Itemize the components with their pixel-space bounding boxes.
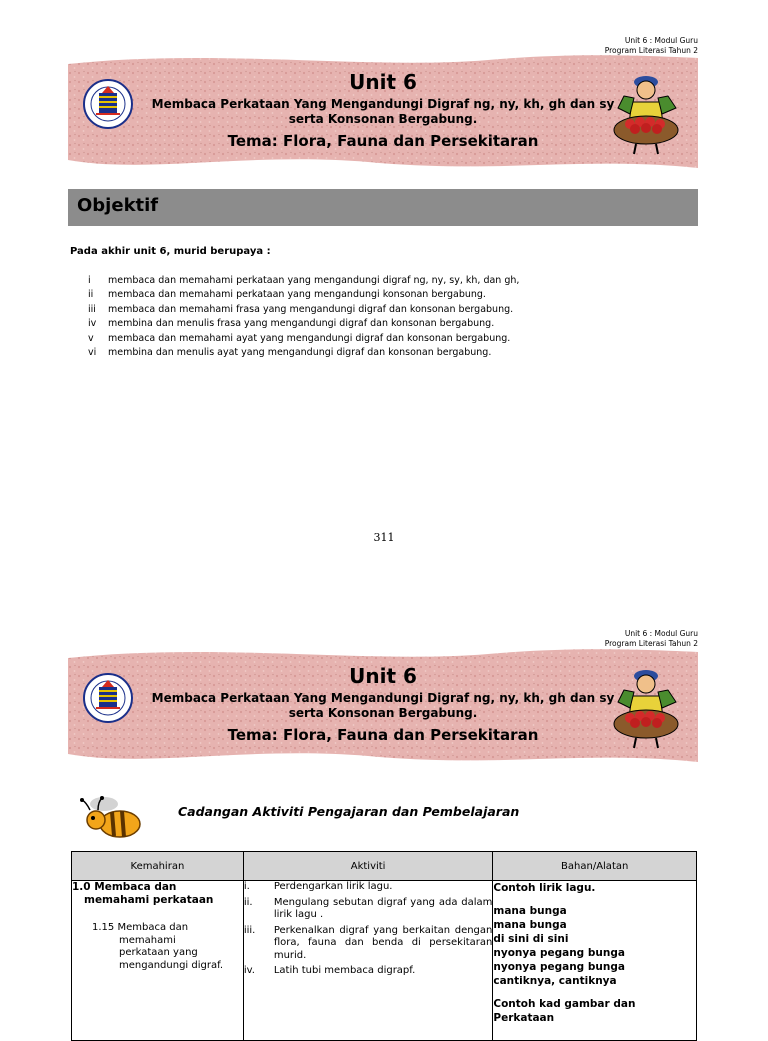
table-row <box>72 881 697 1041</box>
objektif-heading: Objektif <box>77 195 159 216</box>
farmer-illustration <box>610 68 686 156</box>
cell-kemahiran: 1.0 Membaca dan memahami perkataan 1.15 Membaca dan memahami perkataan yang mengandungi digraf. <box>72 881 244 1041</box>
banner-tema: Tema: Flora, Fauna dan Persekitaran <box>227 726 539 744</box>
cell-bahan <box>493 881 697 1041</box>
list-item: i. Perdengarkan lirik lagu. <box>243 881 393 892</box>
kad-label-line2: Perkataan <box>493 1012 555 1024</box>
banner-tema: Tema: Flora, Fauna dan Persekitaran <box>227 132 539 150</box>
lyric-line: mana bunga <box>493 905 567 917</box>
objektif-list <box>88 275 519 361</box>
banner-subtitle <box>68 691 698 721</box>
lyric-line: nyonya pegang bunga <box>493 961 625 973</box>
list-item: v membaca dan memahami ayat yang mengandungi digraf dan konsonan bergabung. <box>88 332 511 344</box>
banner-subtitle-line2: serta Konsonan Bergabung. <box>288 112 478 126</box>
banner-subtitle-line1: Membaca Perkataan Yang Mengandungi Digraf ng, ny, kh, gh dan sy <box>151 97 615 111</box>
banner-unit-title: Unit 6 <box>349 70 417 94</box>
kad-label-line1: Contoh kad gambar dan <box>493 998 636 1010</box>
header-aktiviti: Aktiviti <box>243 852 493 881</box>
lyric-line: cantiknya, cantiknya <box>493 975 617 987</box>
cadangan-heading: Cadangan Aktiviti Pengajaran dan Pembelajaran <box>178 804 520 819</box>
contoh-lirik-label: Contoh lirik lagu. <box>493 882 596 894</box>
lyric-line: nyonya pegang bunga <box>493 947 625 959</box>
farmer-illustration <box>610 662 686 750</box>
cell-aktiviti <box>243 881 493 1041</box>
banner-subtitle-line1: Membaca Perkataan Yang Mengandungi Digraf ng, ny, kh, gh dan sy <box>151 691 615 705</box>
program-label: Program Literasi Tahun 2 <box>604 639 698 648</box>
activity-table <box>71 851 697 1041</box>
banner-subtitle-line2: serta Konsonan Bergabung. <box>288 706 478 720</box>
list-item: iii. Perkenalkan digraf yang berkaitan dengan flora, fauna dan benda di persekitaran murid. <box>243 924 493 961</box>
header-kemahiran: Kemahiran <box>72 852 244 881</box>
bee-mascot-icon <box>76 794 146 840</box>
module-label: Unit 6 : Modul Guru <box>624 629 698 638</box>
list-item: ii. Mengulang sebutan digraf yang ada dalam lirik lagu . <box>243 896 493 920</box>
banner-subtitle <box>68 97 698 127</box>
objektif-heading-bar <box>68 189 698 226</box>
list-item: ii membaca dan memahami perkataan yang mengandungi konsonan bergabung. <box>88 289 486 301</box>
objektif-intro: Pada akhir unit 6, murid berupaya : <box>70 246 271 257</box>
unit-banner <box>68 52 698 172</box>
lyric-line: mana bunga <box>493 919 567 931</box>
module-label: Unit 6 : Modul Guru <box>624 36 698 45</box>
list-item: vi membina dan menulis ayat yang mengandungi digraf dan konsonan bergabung. <box>88 346 492 358</box>
table-header-row <box>72 852 697 881</box>
list-item: i membaca dan memahami perkataan yang mengandungi digraf ng, ny, sy, kh, dan gh, <box>88 275 520 286</box>
list-item: iv. Latih tubi membaca digrapf. <box>243 965 416 976</box>
program-label: Program Literasi Tahun 2 <box>604 46 698 55</box>
list-item: iii membaca dan memahami frasa yang mengandungi digraf dan konsonan bergabung. <box>88 303 514 315</box>
unit-banner-2 <box>68 646 698 766</box>
banner-unit-title: Unit 6 <box>349 664 417 688</box>
header-bahan: Bahan/Alatan <box>493 852 697 881</box>
page-number: 311 <box>373 531 395 544</box>
list-item: iv membina dan menulis frasa yang mengandungi digraf dan konsonan bergabung. <box>88 318 495 330</box>
lyric-line: di sini di sini <box>493 933 569 945</box>
